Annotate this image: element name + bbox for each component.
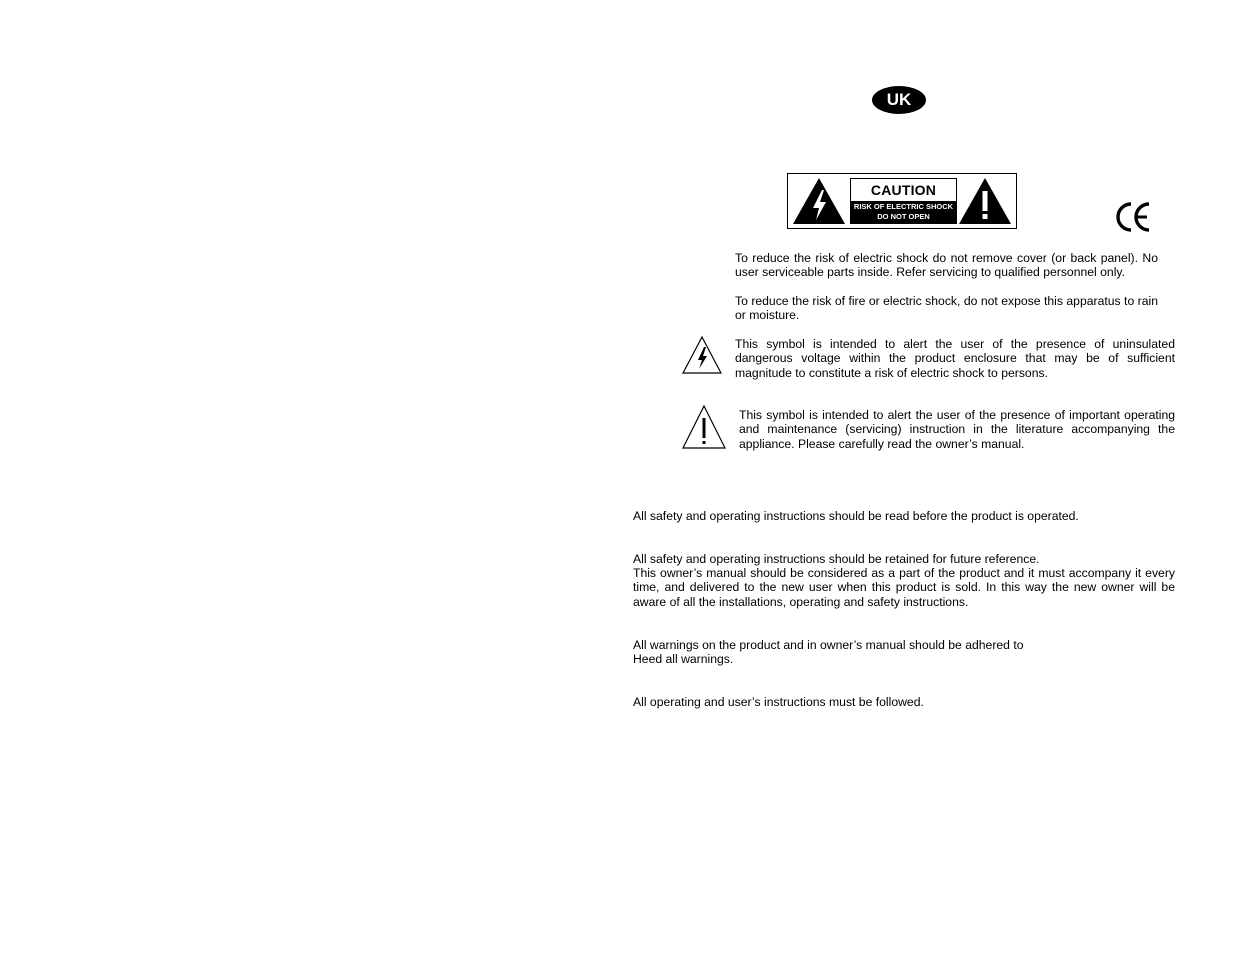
- caution-line-2: DO NOT OPEN: [877, 212, 930, 221]
- exclamation-warning-icon: [957, 176, 1013, 226]
- exclamation-symbol-text: This symbol is intended to alert the user of the presence of important operating and maintenance (servicing) instruction in the literature accompanying the appliance. Please carefully read the owner’s manual.: [739, 408, 1175, 451]
- caution-line-1: RISK OF ELECTRIC SHOCK: [853, 202, 954, 211]
- lightning-warning-icon: [791, 176, 847, 226]
- exclamation-triangle-icon: [681, 404, 727, 450]
- caution-label: [787, 173, 1017, 229]
- caution-text-panel: [850, 178, 957, 224]
- ce-mark-icon: [1116, 201, 1152, 233]
- follow-instructions-text: All operating and user’s instructions must be followed.: [633, 695, 924, 709]
- read-instructions-text: All safety and operating instructions should be read before the product is operated.: [633, 509, 1079, 523]
- dangerous-voltage-icon: [681, 335, 723, 375]
- heed-warnings-text: All warnings on the product and in owner’s manual should be adhered to: [633, 638, 1024, 652]
- voltage-symbol-text: This symbol is intended to alert the user of the presence of uninsulated dangerous voltage within the product enclosure that may be of sufficient magnitude to constitute a risk of electric shock to persons.: [735, 337, 1175, 380]
- caution-title: CAUTION: [870, 182, 937, 198]
- retain-instructions-text: All safety and operating instructions should be retained for future reference.: [633, 552, 1040, 566]
- cover-warning-text: To reduce the risk of electric shock do not remove cover (or back panel). No user serviceable parts inside. Refer servicing to qualified personnel only.: [735, 251, 1158, 280]
- caution-subtitle: [851, 201, 956, 223]
- uk-language-badge: UK: [872, 86, 926, 114]
- owners-manual-text: This owner’s manual should be considered as a part of the product and it must accompany it every time, and delivered to the new user when this product is sold. In this way the new owner will be aware of all the installations, operating and safety instructions.: [633, 566, 1175, 609]
- moisture-warning-text: To reduce the risk of fire or electric shock, do not expose this apparatus to rain or moisture.: [735, 294, 1158, 323]
- heed-all-warnings-text: Heed all warnings.: [633, 652, 734, 666]
